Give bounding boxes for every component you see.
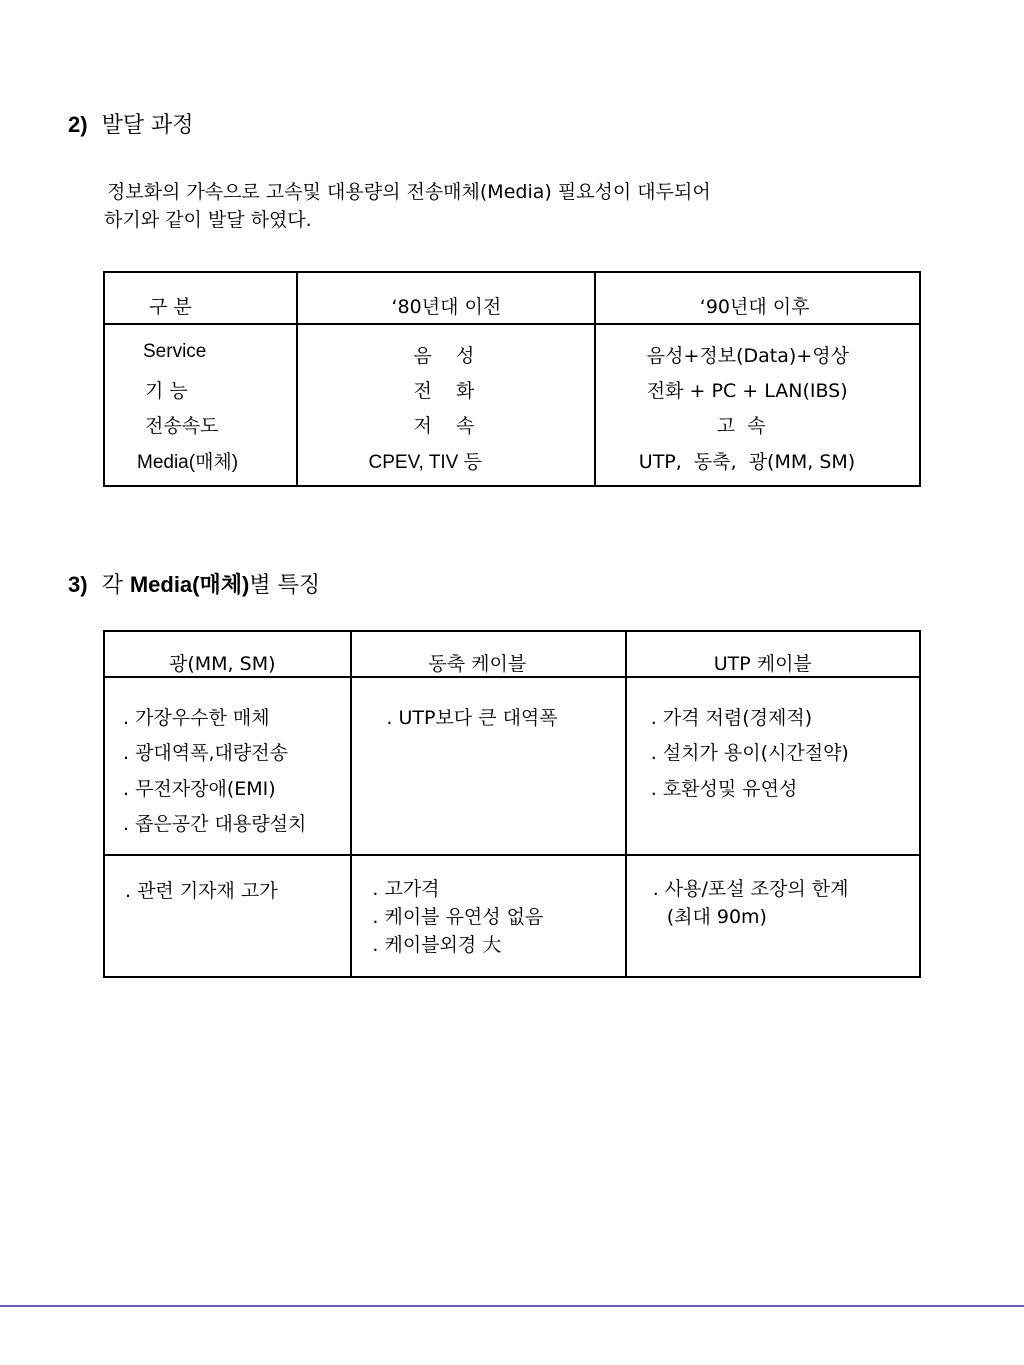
intro-line-1: 정보화의 가속으로 고속및 대용량의 전송매체(Media) 필요성이 대두되어	[107, 181, 711, 203]
header-fiber: 광(MM, SM)	[169, 653, 276, 675]
coaxial-con-2: . 케이블 유연성 없음	[372, 906, 544, 928]
before-80s-media: CPEV, TIV 등	[368, 452, 482, 473]
after-90s-media: UTP, 동축, 광(MM, SM)	[638, 451, 856, 473]
after-90s-function: 전화 + PC + LAN(IBS)	[646, 380, 848, 402]
section-3-title-bold: Media(매체)	[129, 572, 250, 597]
media-table-pros-row	[104, 677, 920, 855]
media-table-cons-row	[104, 855, 920, 977]
fiber-pro-4: . 좁은공간 대용량설치	[123, 813, 307, 835]
section-2-number: 2)	[68, 112, 88, 137]
fiber-pro-2: . 광대역폭,대량전송	[123, 742, 288, 764]
fiber-pro-3: . 무전자장애(EMI)	[123, 778, 276, 800]
before-80s-service: 음 성	[413, 345, 475, 367]
after-90s-service: 음성+정보(Data)+영상	[646, 345, 849, 367]
footer-divider	[0, 1305, 1024, 1307]
coaxial-con-3: . 케이블외경 大	[372, 934, 502, 956]
development-table-header	[104, 272, 920, 324]
utp-pro-2: . 설치가 용이(시간절약)	[650, 742, 849, 764]
section-3-heading	[68, 574, 320, 597]
header-before-80s: ‘80년대 이전	[391, 296, 502, 318]
header-utp: UTP 케이블	[713, 653, 812, 675]
section-2-title: 발달 과정	[101, 113, 194, 138]
utp-con-1: . 사용/포설 조장의 한계	[652, 878, 849, 900]
before-80s-speed: 저 속	[413, 415, 475, 437]
section-2-heading	[68, 114, 194, 137]
intro-line-2: 하기와 같이 발달 하였다.	[104, 209, 312, 231]
header-coaxial: 동축 케이블	[428, 653, 527, 675]
development-table	[103, 271, 921, 487]
header-after-90s: ‘90년대 이후	[699, 296, 810, 318]
row-label-function: 기 능	[145, 380, 188, 402]
coaxial-pro-1: . UTP보다 큰 대역폭	[386, 707, 558, 729]
development-table-body	[104, 324, 920, 486]
before-80s-function: 전 화	[413, 380, 475, 402]
fiber-pro-1: . 가장우수한 매체	[123, 707, 270, 729]
utp-pro-3: . 호환성및 유연성	[650, 778, 798, 800]
section-3-number: 3)	[68, 572, 88, 597]
after-90s-speed: 고 속	[716, 415, 766, 437]
row-label-media: Media(매체)	[137, 452, 239, 473]
section-3-title-pre: 각	[101, 573, 130, 598]
row-label-service: Service	[143, 341, 207, 362]
section-3-title-post: 별 특징	[249, 573, 321, 598]
coaxial-con-1: . 고가격	[372, 878, 440, 900]
media-table-header	[104, 631, 920, 677]
fiber-con-1: . 관련 기자재 고가	[125, 880, 278, 902]
section-2-intro	[104, 178, 711, 234]
media-features-table	[103, 630, 921, 978]
header-category: 구 분	[149, 296, 192, 318]
row-label-speed: 전송속도	[145, 415, 219, 437]
utp-pro-1: . 가격 저렴(경제적)	[650, 707, 813, 729]
utp-con-2: (최대 90m)	[666, 906, 767, 928]
